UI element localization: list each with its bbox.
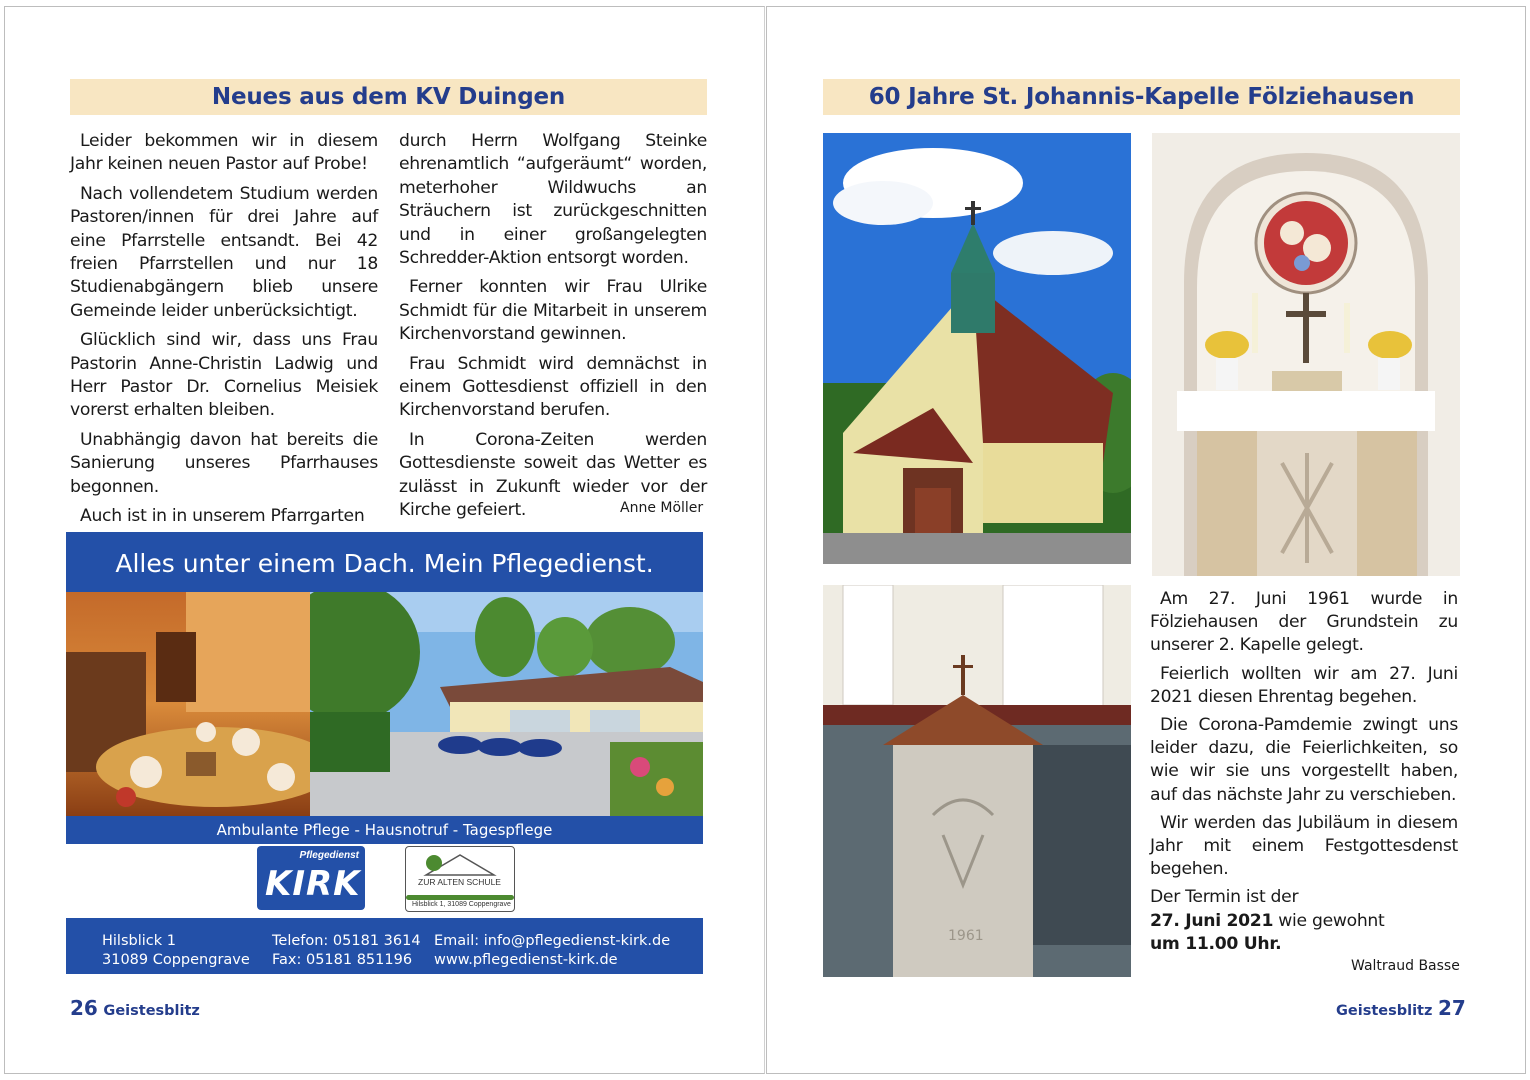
ad-email: Email: info@pflegedienst-kirk.de (434, 933, 671, 949)
paragraph: durch Herrn Wolfgang Steinke ehrenamtlich “aufgeräumt“ worden, meterhoher Wildwuchs an Sträuchern ist zurückgeschnitten und in einer großangelegten Schredder-Aktion entsorgt worden. (399, 131, 707, 269)
paragraph: Leider bekommen wir in diesem Jahr keinen neuen Pastor auf Probe! (70, 131, 378, 175)
photo-chapel-altar (1152, 133, 1460, 576)
magazine-name: Geistesblitz (1336, 1003, 1433, 1019)
photo-chapel-exterior (823, 133, 1131, 564)
paragraph: Die Corona-Pamdemie zwingt uns leider dazu, die Feierlichkeiten, so wie wir sie uns vorgestellt haben, auf das nächste Jahr zu verschieben. (1150, 715, 1458, 805)
author-waltraud-basse: Waltraud Basse (1351, 958, 1460, 974)
right-page-heading: 60 Jahre St. Johannis-Kapelle Fölziehausen (823, 79, 1460, 115)
right-article-text (1150, 588, 1458, 956)
author-anne-moeller: Anne Möller (620, 500, 704, 516)
article-column-1 (70, 130, 378, 535)
article-column-2 (399, 130, 707, 529)
ad-photo-dining-room (66, 592, 310, 816)
left-page-footer (70, 996, 200, 1020)
paragraph: Glücklich sind wir, dass uns Frau Pastorin Anne-Christin Ladwig und Herr Pastor Dr. Cornelius Meisiek vorerst erhalten bleiben. (70, 330, 378, 421)
termin-date: 27. Juni 2021 (1150, 910, 1274, 931)
photo-baptismal-font (823, 585, 1131, 977)
ad-fax: Fax: 05181 851196 (272, 952, 413, 968)
page-number: 27 (1438, 996, 1466, 1020)
termin-mid: wie gewohnt (1273, 910, 1385, 931)
font-year-inscription: 1961 (948, 928, 984, 944)
kirk-logo (257, 846, 365, 910)
zur-alten-schule-logo (405, 846, 515, 912)
ad-slogan: Alles unter einem Dach. Mein Pflegedienst. (66, 532, 703, 592)
ad-contact-bar (66, 918, 703, 974)
right-page-footer (1336, 996, 1466, 1020)
paragraph: Unabhängig davon hat bereits die Sanierung unseres Pfarrhauses begonnen. (70, 429, 378, 497)
paragraph: Frau Schmidt wird demnächst in einem Gottesdienst offiziell in den Kirchenvorstand berufen. (399, 353, 707, 421)
paragraph: Ferner konnten wir Frau Ulrike Schmidt für die Mitarbeit in unserem Kirchenvorstand gewinnen. (399, 277, 707, 345)
paragraph: Am 27. Juni 1961 wurde in Fölziehausen der Grundstein zu unserer 2. Kapelle gelegt. (1150, 589, 1458, 656)
paragraph: Feierlich wollten wir am 27. Juni 2021 diesen Ehrentag begehen. (1150, 663, 1458, 707)
kirk-logo-word: KIRK (265, 864, 361, 904)
paragraph: In Corona-Zeiten werden Gottesdienste soweit das Wetter es zulässt in Zukunft wieder vor der Kirche gefeiert. (399, 429, 707, 521)
termin-time: um 11.00 Uhr. (1150, 933, 1282, 954)
ad-services: Ambulante Pflege - Hausnotruf - Tagespflege (66, 816, 703, 844)
termin-intro: Der Termin ist der (1150, 887, 1299, 908)
page-number: 26 (70, 996, 98, 1020)
ad-photo-care-building (310, 592, 703, 816)
left-page-heading: Neues aus dem KV Duingen (70, 79, 707, 115)
ad-phone: Telefon: 05181 3614 (272, 933, 421, 949)
ad-address-city: 31089 Coppengrave (102, 952, 250, 968)
magazine-name: Geistesblitz (103, 1003, 200, 1019)
logo-schule-swoosh (406, 895, 514, 900)
kirk-logo-small: Pflegedienst (299, 850, 359, 861)
paragraph: Auch ist in in unserem Pfarrgarten (80, 506, 365, 527)
logo-schule-address: Hilsblick 1, 31089 Coppengrave (412, 901, 511, 908)
ad-website: www.pflegedienst-kirk.de (434, 952, 618, 968)
paragraph: Wir werden das Jubiläum in diesem Jahr mit einem Festgottesdenst begehen. (1150, 812, 1458, 880)
termin-date-line (1150, 910, 1458, 933)
paragraph: Nach vollendetem Studium werden Pastoren/innen für drei Jahre auf eine Pfarrstelle entsandt. Bei 42 freien Pfarrstellen und nur 18 Studienabgängern blieb unsere Gemeinde leider unberücksichtigt. (70, 183, 378, 321)
logo-schule-title: ZUR ALTEN SCHULE (418, 877, 501, 887)
ad-address-street: Hilsblick 1 (102, 933, 176, 949)
